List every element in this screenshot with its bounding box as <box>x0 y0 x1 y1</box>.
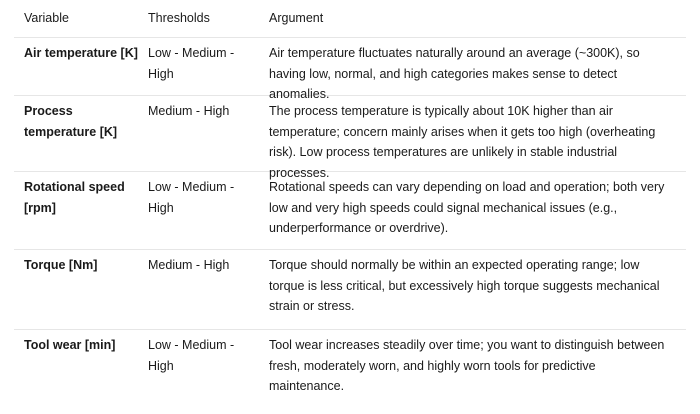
thresholds-cell: Medium - High <box>148 258 230 272</box>
variable-cell: Process temperature [K] <box>24 104 118 139</box>
header-thresholds: Thresholds <box>148 11 210 26</box>
variable-cell: Air temperature [K] <box>24 46 138 60</box>
variable-cell: Rotational speed [rpm] <box>24 180 125 215</box>
thresholds-cell: Medium - High <box>148 104 230 118</box>
variable-cell: Torque [Nm] <box>24 258 98 272</box>
argument-cell: Torque should normally be within an expected operating range; low torque is less critical, but excessively high torque suggests mechanical strain or stress. <box>269 258 660 313</box>
table-row <box>14 96 686 180</box>
argument-cell: Tool wear increases steadily over time; you want to distinguish between fresh, moderately worn, and highly worn tools for predictive maintenance. <box>269 338 665 393</box>
variable-cell: Tool wear [min] <box>24 338 116 352</box>
argument-cell: Rotational speeds can vary depending on load and operation; both very low and very high speeds could signal mechanical issues (e.g., underperformance or overdrive). <box>269 180 665 235</box>
header-variable: Variable <box>24 11 69 26</box>
table-header-row <box>14 0 686 38</box>
thresholds-table <box>14 0 686 414</box>
argument-cell: The process temperature is typically about 10K higher than air temperature; concern mainly arises when it gets too high (overheating risk). Low process temperatures are unlikely in stable industrial processes. <box>269 104 656 180</box>
header-argument: Argument <box>269 11 324 26</box>
thresholds-cell: Low - Medium - High <box>148 180 235 215</box>
table-row <box>14 38 686 101</box>
thresholds-cell: Low - Medium - High <box>148 338 235 373</box>
table-row <box>14 250 686 330</box>
table-row <box>14 330 686 414</box>
thresholds-cell: Low - Medium - High <box>148 46 235 81</box>
table-row <box>14 172 686 250</box>
argument-cell: Air temperature fluctuates naturally around an average (~300K), so having low, normal, and high categories makes sense to detect anomalies. <box>269 46 640 101</box>
